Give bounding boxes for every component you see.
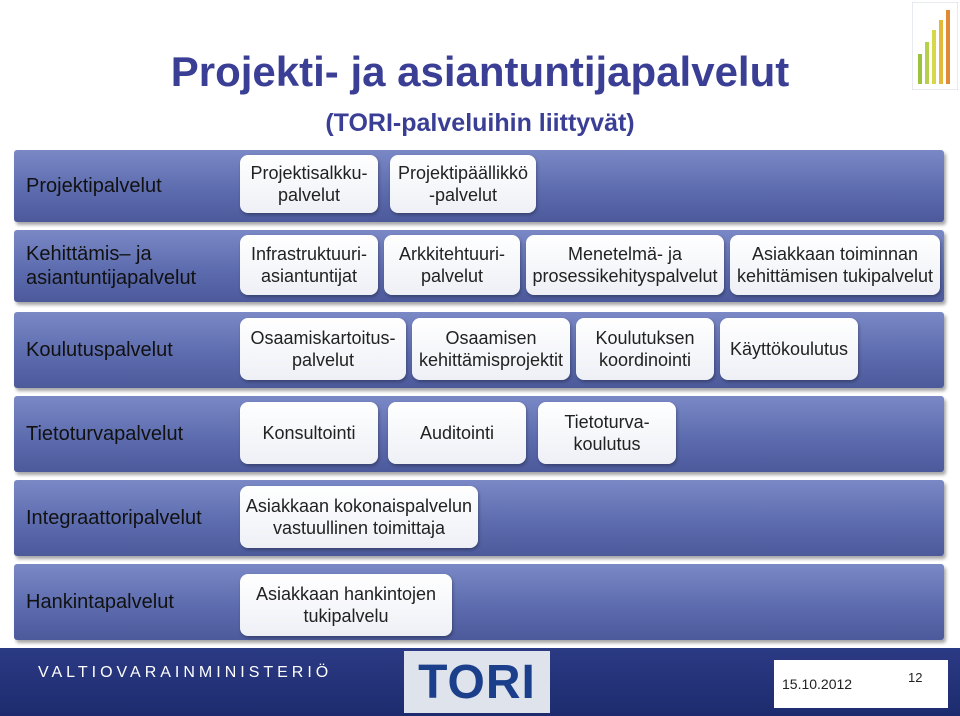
box-auditointi: Auditointi bbox=[388, 402, 526, 464]
box-arkkitehtuuripalvelut: Arkkitehtuuri- palvelut bbox=[384, 235, 520, 295]
box-kokonaispalvelun-toimittaja: Asiakkaan kokonaispalvelun vastuullinen toimittaja bbox=[240, 486, 478, 548]
row-label-tietoturvapalvelut: Tietoturvapalvelut bbox=[26, 423, 184, 445]
box-hankintojen-tukipalvelu: Asiakkaan hankintojen tukipalvelu bbox=[240, 574, 452, 636]
box-konsultointi: Konsultointi bbox=[240, 402, 378, 464]
box-osaamisen-kehittamisprojektit: Osaamisen kehittämisprojektit bbox=[412, 318, 570, 380]
row-label-kehittamispalvelut: Kehittämis– ja asiantuntijapalvelut bbox=[26, 243, 197, 289]
box-osaamiskartoituspalvelut: Osaamiskartoitus- palvelut bbox=[240, 318, 406, 380]
page-subtitle: (TORI-palveluihin liittyvät) bbox=[325, 109, 635, 137]
box-koulutuksen-koordinointi: Koulutuksen koordinointi bbox=[576, 318, 714, 380]
box-asiakkaan-toiminnan-kehittaminen: Asiakkaan toiminnan kehittämisen tukipalvelut bbox=[730, 235, 940, 295]
box-projektisalkkupalvelut: Projektisalkku- palvelut bbox=[240, 155, 378, 213]
row-label-hankintapalvelut: Hankintapalvelut bbox=[26, 591, 174, 613]
ministry-name: VALTIOVARAINMINISTERIÖ bbox=[38, 664, 333, 681]
box-kayttokoulutus: Käyttökoulutus bbox=[720, 318, 858, 380]
page-number: 12 bbox=[908, 670, 923, 685]
box-tietoturvakoulutus: Tietoturva- koulutus bbox=[538, 402, 676, 464]
footer-date: 15.10.2012 bbox=[782, 676, 853, 692]
row-label-projektipalvelut: Projektipalvelut bbox=[26, 175, 162, 197]
tori-logo-text: TORI bbox=[418, 655, 536, 709]
box-projektipaallikkopalvelut: Projektipäällikkö -palvelut bbox=[390, 155, 536, 213]
row-label-koulutuspalvelut: Koulutuspalvelut bbox=[26, 339, 173, 361]
box-infrastruktuuriasiantuntijat: Infrastruktuuri- asiantuntijat bbox=[240, 235, 378, 295]
row-label-integraattoripalvelut: Integraattoripalvelut bbox=[26, 507, 202, 529]
tori-logo bbox=[404, 651, 550, 713]
page-title: Projekti- ja asiantuntijapalvelut bbox=[170, 48, 790, 95]
box-menetelmakehityspalvelut: Menetelmä- ja prosessikehityspalvelut bbox=[526, 235, 724, 295]
